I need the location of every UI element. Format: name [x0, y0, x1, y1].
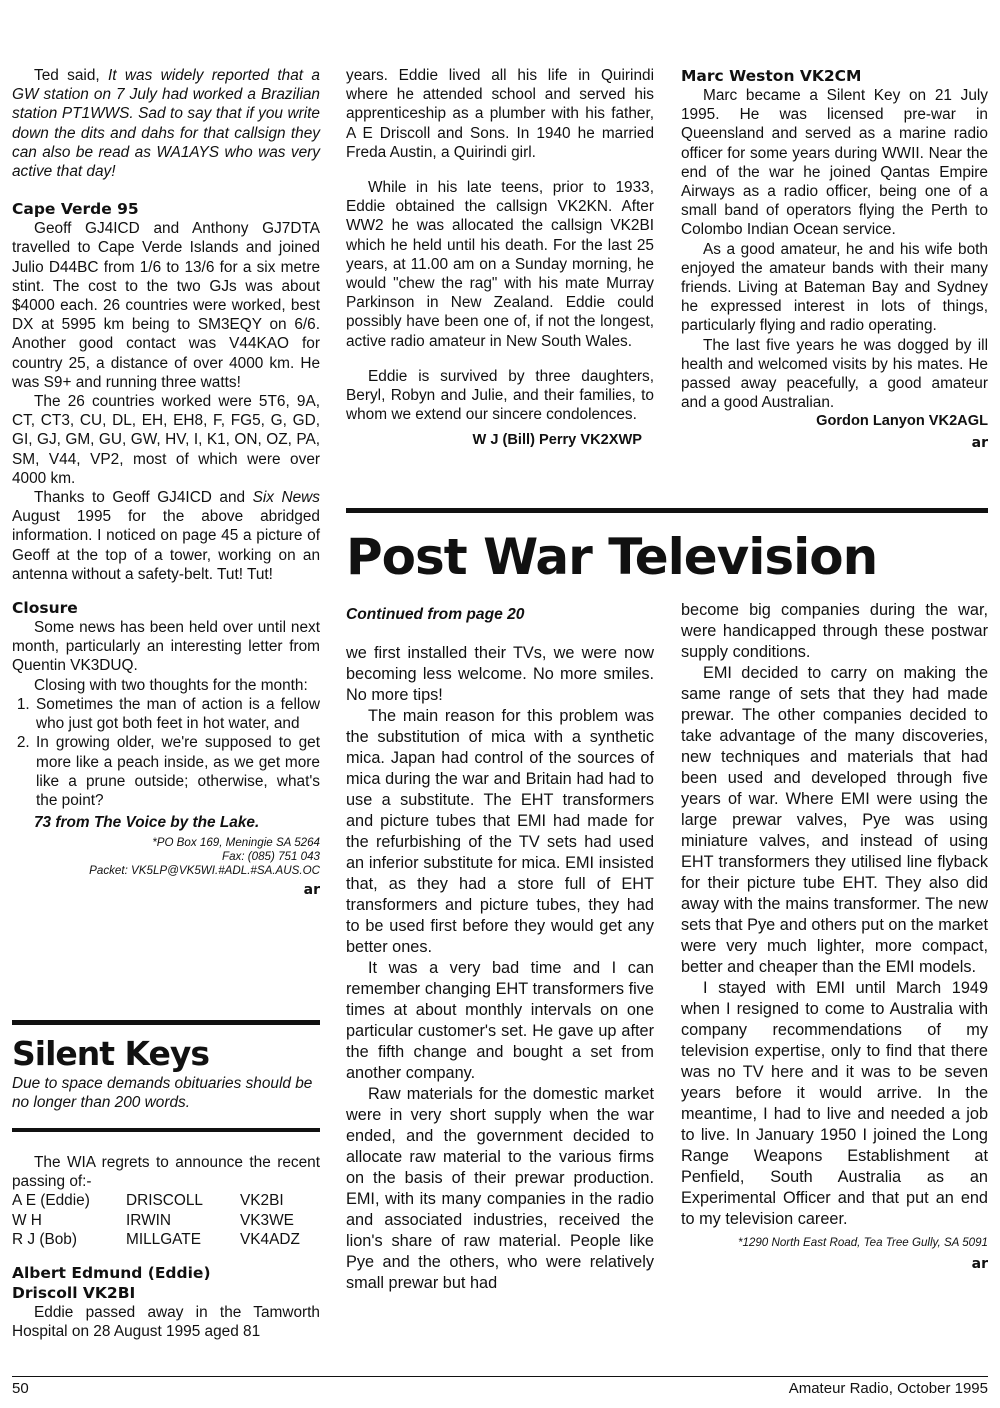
intro-lead: Ted said, — [34, 67, 109, 84]
footer-rule — [12, 1376, 988, 1377]
obit-heading-1: Albert Edmund (Eddie) — [12, 1264, 211, 1283]
death-surname: IRWIN — [126, 1211, 172, 1229]
tv-b1: become big companies during the war, were handicapped through these postwar supply conditions. — [681, 601, 988, 661]
tv-b3: I stayed with EMI until March 1949 when I resigned to come to Australia with company recommendations of my television expertise, only to find that there was no TV here and it was to be seven years before it would arrive. In the meantime, I had to live and needed a job to live. In January 1950 I joined the Long Range Weapons Establishment at Penfield, South Australia as an Experimental Officer and that put an end to my television career. — [681, 979, 988, 1228]
closure-p2: Closing with two thoughts for the month: — [34, 676, 308, 694]
closure-heading: Closure — [12, 599, 78, 618]
driscoll-p1: years. Eddie lived all his life in Quirindi where he attended school and served his apprenticeship as a plumber with his father, A E Driscoll and Sons. In 1940 he married Freda Austin, a Quirindi girl. — [346, 67, 654, 161]
address-line-3: Packet: VK5LP@VK5WI.#ADL.#SA.AUS.OC — [89, 864, 320, 878]
address-line-2: Fax: (085) 751 043 — [222, 850, 320, 864]
silent-keys-subtitle: Due to space demands obituaries should be no longer than 200 words. — [12, 1075, 313, 1111]
death-name: A E (Eddie) — [12, 1192, 90, 1210]
thoughts-list — [12, 695, 320, 810]
closure-p1: Some news has been held over until next month, particularly an interesting letter from Quentin VK3DUQ. — [12, 619, 320, 675]
silent-keys-body — [12, 1153, 320, 1341]
death-surname: MILLGATE — [126, 1230, 201, 1248]
weston-p1: Marc became a Silent Key on 21 July 1995. He was licensed pre-war in Queensland and served as a marine radio officer for some years during WWII. Near the end of the war he joined Qantas Empire Airways as a radio officer, being one of a small band of operators flying the Perth to Colombo Indian Ocean service. — [681, 87, 988, 239]
silent-keys-bottom-rule — [12, 1128, 320, 1132]
obit-p1: Eddie passed away in the Tamworth Hospital on 28 August 1995 aged 81 — [12, 1304, 320, 1341]
tv-address: *1290 North East Road, Tea Tree Gully, SA 5091 — [737, 1236, 988, 1249]
table-row — [12, 1191, 312, 1210]
end-mark: ar — [971, 434, 988, 451]
six-news-title: Six News — [252, 489, 320, 507]
cape-verde-p2: The 26 countries worked were 5T6, 9A, CT, CT3, CU, DL, EH, EH8, F, FG5, G, GD, GI, GJ, GM, GU, GW, HV, I, K1, ON, OZ, PA, SM, V44, VP2, most of which were over 4000 km. — [12, 393, 320, 487]
obit-heading-2: Driscoll VK2BI — [12, 1284, 136, 1303]
end-mark: ar — [303, 882, 320, 899]
column-2 — [346, 66, 654, 451]
table-row — [12, 1230, 312, 1249]
thought-1: 1. Sometimes the man of action is a fellow who just got both feet in hot water, and — [34, 695, 320, 733]
death-name: W H — [12, 1211, 42, 1229]
tv-top-rule — [346, 508, 988, 513]
tv-column-b — [681, 600, 988, 1275]
page-number: 50 — [12, 1380, 29, 1397]
address-line-1: *PO Box 169, Meningie SA 5264 — [152, 836, 320, 850]
tv-a1: we first installed their TVs, we were now becoming less welcome. No more smiles. No more tips! — [346, 644, 654, 704]
weston-heading: Marc Weston VK2CM — [681, 67, 862, 85]
cape-verde-p3a: Thanks to Geoff GJ4ICD and — [34, 489, 253, 507]
column-3 — [681, 66, 988, 453]
driscoll-p2: While in his late teens, prior to 1933, Eddie obtained the callsign VK2KN. After WW2 he was allocated the callsign VK2BI which he held until his death. For the last 25 years, at 11.00 am on a Sunday morning, he would "chew the rag" with his mate Murray Parkinson in New Zealand. Eddie could possibly have been one of, if not the longest, active radio amateur in New South Wales. — [346, 179, 654, 350]
signoff: 73 from The Voice by the Lake. — [34, 814, 260, 832]
death-callsign: VK4ADZ — [240, 1230, 300, 1248]
tv-column-a — [346, 604, 654, 1294]
weston-p2: As a good amateur, he and his wife both enjoyed the amateur bands with their many friends. Living at Bateman Bay and Sydney he expressed interest in lots of things, particularly flying and radio operating. — [681, 240, 988, 335]
deaths-table — [12, 1191, 312, 1249]
end-mark: ar — [971, 1256, 988, 1272]
death-callsign: VK2BI — [240, 1192, 284, 1210]
tv-a3: It was a very bad time and I can remember changing EHT transformers five times at about monthly intervals on one particular customer's set. He gave up after the fifth change and bought a set from another company. — [346, 959, 654, 1082]
intro-quote: It was widely reported that a GW station on 7 July had worked a Brazilian station PT1WWS. Sad to say that if you write down the dits and dahs for that callsign they can also be read as WA1AYS who was very active that day! — [12, 67, 320, 181]
driscoll-signature: W J (Bill) Perry VK2XWP — [472, 432, 642, 449]
table-row — [12, 1211, 312, 1230]
silent-keys-section — [12, 1034, 320, 1112]
weston-p3: The last five years he was dogged by ill health and welcomed visits by his mates. He passed away peacefully, a good amateur and a good Australian. — [681, 336, 988, 412]
weston-signature: Gordon Lanyon VK2AGL — [816, 413, 988, 430]
silent-keys-top-rule — [12, 1020, 320, 1025]
death-callsign: VK3WE — [240, 1211, 294, 1229]
silent-keys-title: Silent Keys — [12, 1034, 210, 1073]
wia-regrets: The WIA regrets to announce the recent passing of:- — [12, 1154, 320, 1191]
driscoll-p3: Eddie is survived by three daughters, Beryl, Robyn and Julie, and their families, to whom we extend our sincere condolences. — [346, 367, 654, 424]
column-1 — [12, 66, 320, 901]
tv-title: Post War Television — [346, 528, 878, 586]
cape-verde-p1: Geoff GJ4ICD and Anthony GJ7DTA travelled to Cape Verde Islands and joined Julio D44BC from 1/6 to 13/6 for a six metre stint. The cost to the two GJs was about $4000 each. 26 countries were worked, best DX at 5995 km being to SM3EQY on 6/6. Another good contact was V44KAO for country 25, a distance of over 4000 km. He was S9+ and running three watts! — [12, 220, 320, 391]
death-name: R J (Bob) — [12, 1230, 77, 1248]
thought-2: 2. In growing older, we're supposed to get more like a peach inside, as we get more like a prune outside; otherwise, what's the point? — [34, 733, 320, 810]
cape-verde-heading: Cape Verde 95 — [12, 200, 139, 219]
cape-verde-p3 — [12, 488, 320, 584]
publication-info: Amateur Radio, October 1995 — [788, 1380, 988, 1397]
death-surname: DRISCOLL — [126, 1192, 203, 1210]
tv-a4: Raw materials for the domestic market were in very short supply when the war ended, and the government decided to allocate raw material to the various firms on the basis of their prewar production. EMI, with its many companies in the radio and associated industries, received the lion's share of raw material. People like Pye and the others, who were relatively small prewar but had — [346, 1085, 654, 1292]
tv-b2: EMI decided to carry on making the same range of sets that they had made prewar. The other companies decided to take advantage of the many discoveries, new techniques and materials that had been used and developed through five years of war. Where EMI were using the large prewar valves, Pye was using miniature valves, and instead of using EHT transformers they utilised line flyback for their picture tube EHT. They also did away with the mains transformer. The new sets that Pye and others put on the market were very much lighter, more compact, better and cheaper than the EMI models. — [681, 664, 988, 976]
cape-verde-p3c: August 1995 for the above abridged information. I noticed on page 45 a picture of Geoff at the top of a tower, working on an antenna without a safety-belt. Tut! Tut! — [12, 508, 320, 583]
intro-paragraph — [12, 66, 320, 181]
continued-note: Continued from page 20 — [346, 606, 525, 623]
tv-a2: The main reason for this problem was the substitution of mica with a synthetic mica. Japan had control of the sources of mica during the war and Britain had had to use a substitute. The EHT transformers and picture tubes that EMI had made for the refurbishing of the TV sets had used an inferior substitute for mica. EMI insisted that, as they had a store full of EHT transformers and picture tubes, they had to be used first before they would get any better ones. — [346, 707, 654, 956]
